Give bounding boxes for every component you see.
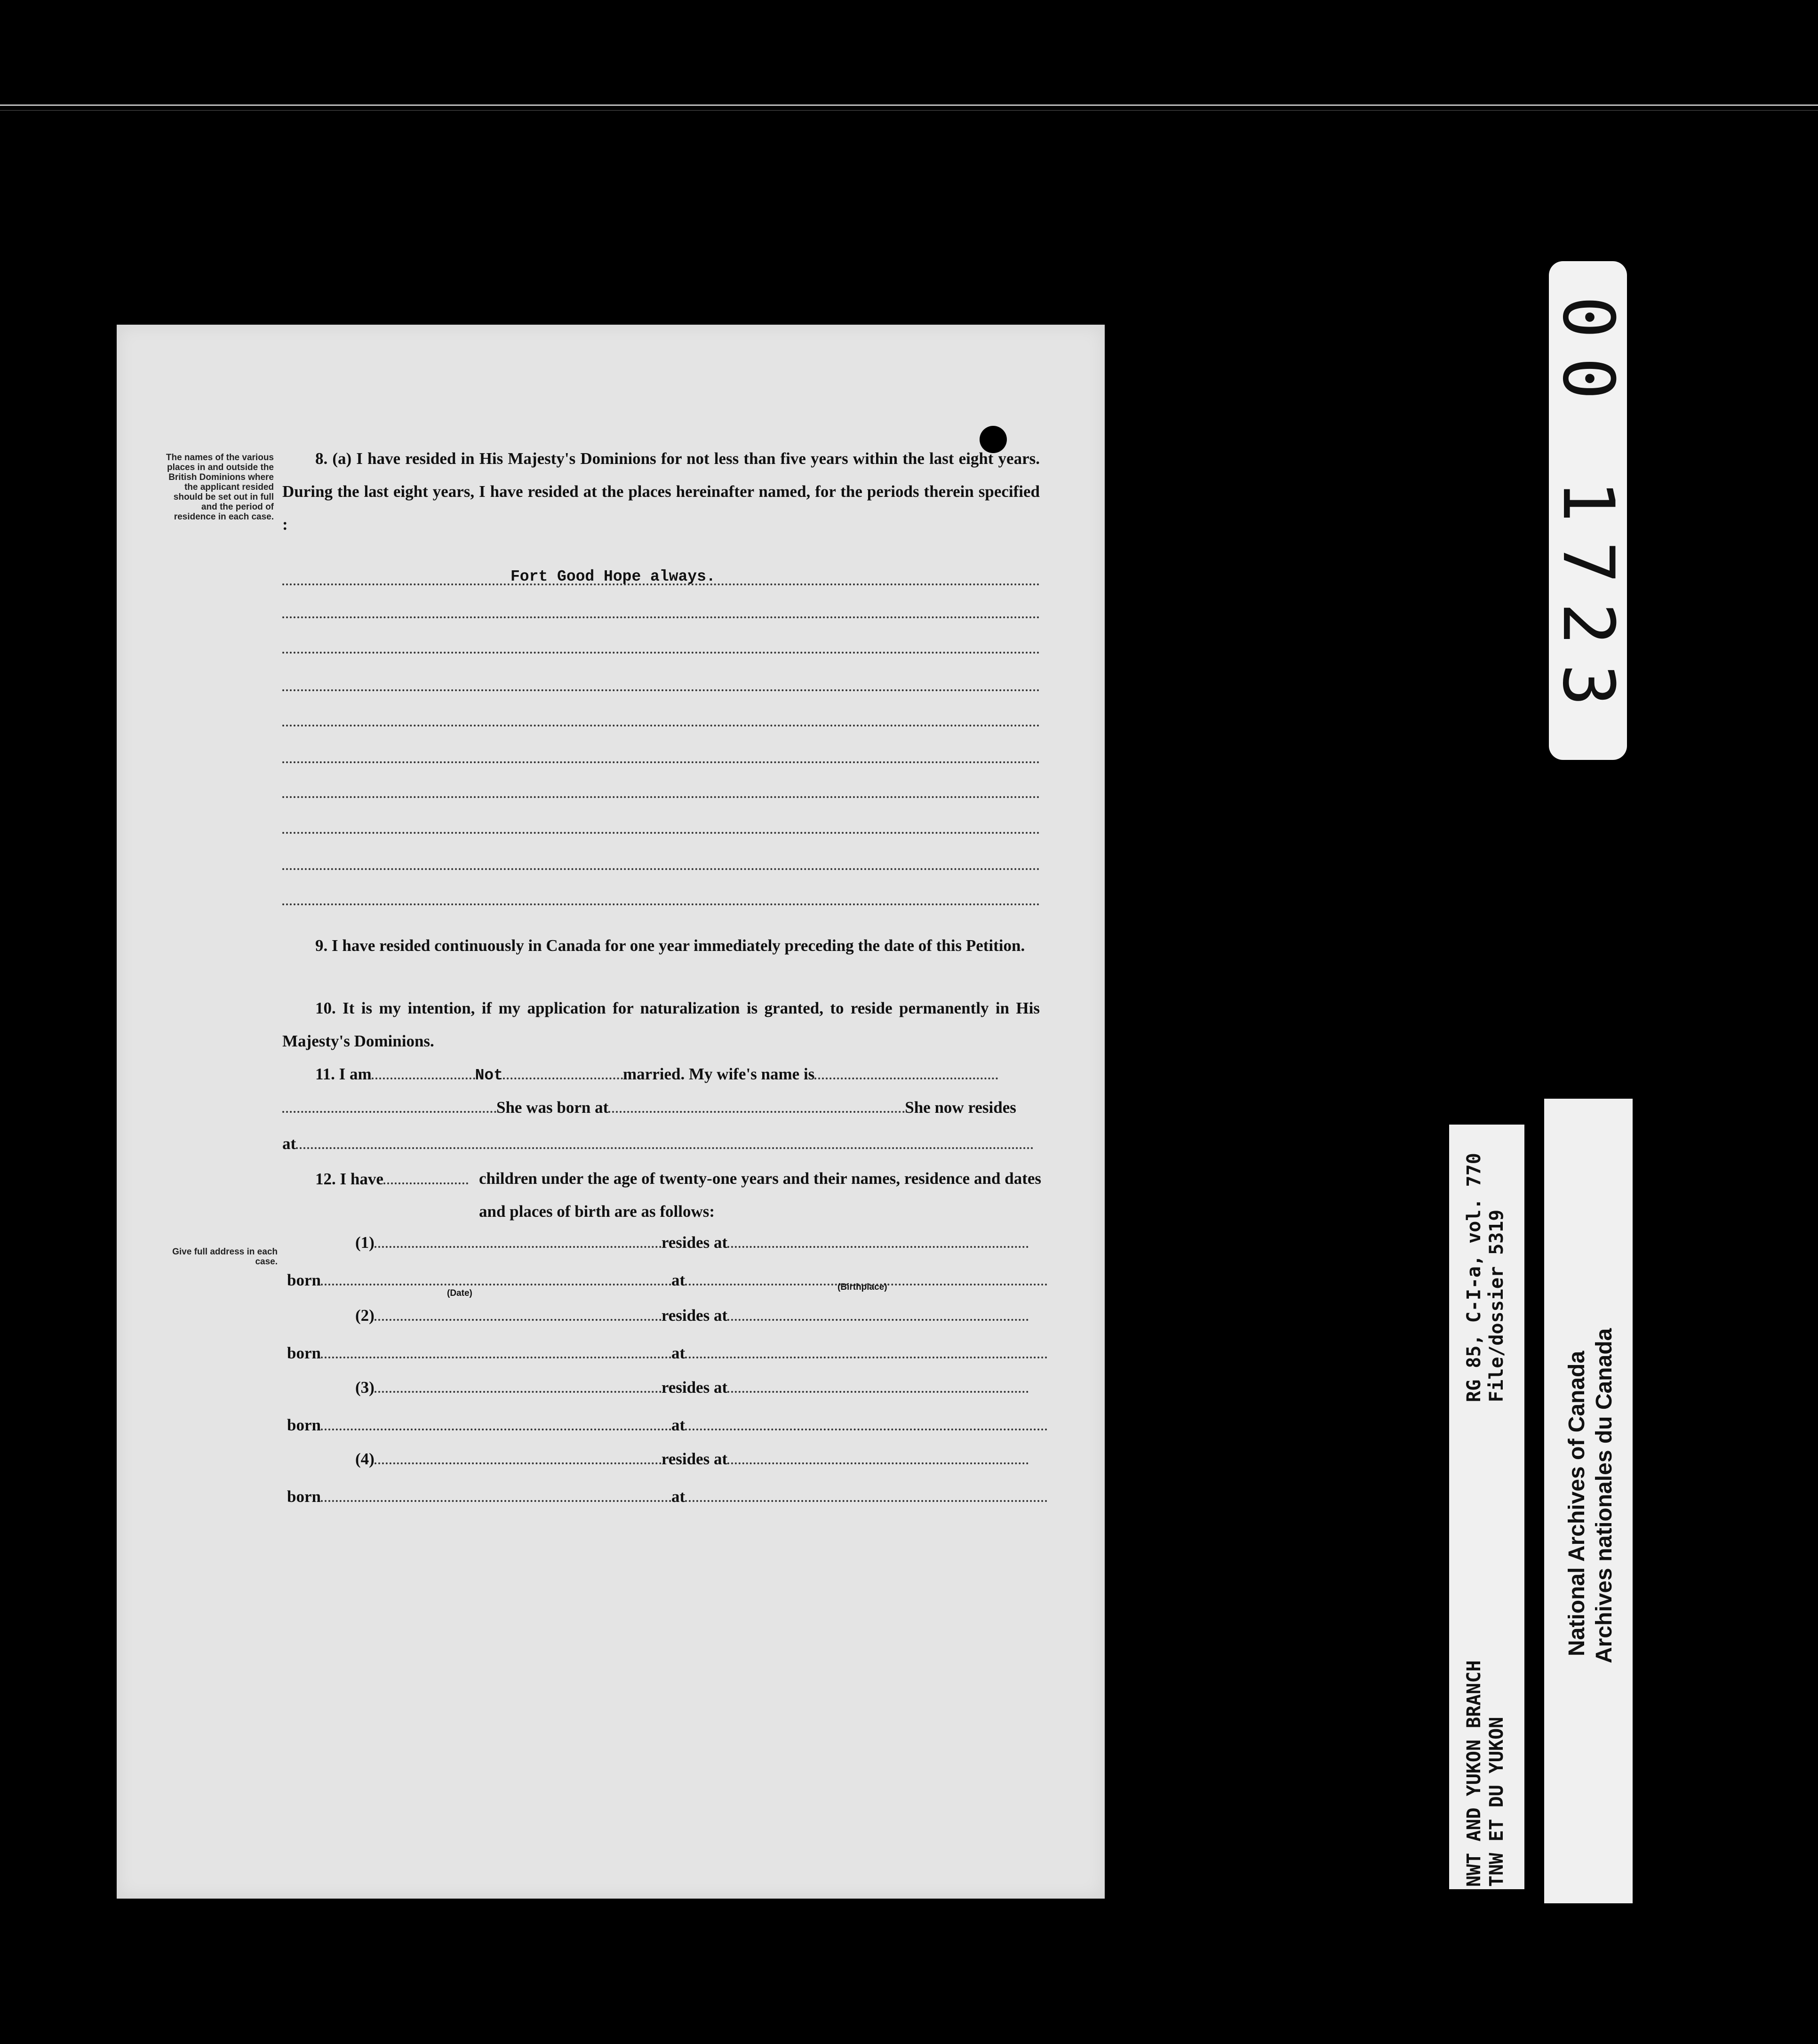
child-4-at-label: at xyxy=(671,1487,686,1506)
para11-label: 11. I am xyxy=(315,1065,372,1083)
child-3-resides-row xyxy=(355,1378,1029,1397)
paragraph-9: 9. I have resided continuously in Canada for one year immediately preceding the date of this Petition. xyxy=(315,936,1025,955)
residence-line-9[interactable] xyxy=(282,868,1040,870)
paragraph-10: 10. It is my intention, if my application for naturalization is granted, to reside permanently in His Majesty's Dominions. xyxy=(282,999,1040,1050)
child-2-at-label: at xyxy=(671,1344,686,1362)
para11-at: at xyxy=(282,1134,296,1153)
child-4-resides-label: resides at xyxy=(661,1450,728,1468)
child-4-residence-field[interactable] xyxy=(727,1449,1029,1464)
paragraph-11-line-1 xyxy=(315,1064,998,1084)
date-caption: (Date) xyxy=(447,1288,472,1298)
child-4-number: (4) xyxy=(355,1450,375,1468)
child-4-name-field[interactable] xyxy=(375,1449,662,1464)
child-4-born-row xyxy=(287,1487,1047,1506)
child-3-born-row xyxy=(287,1415,1047,1435)
film-edge-line xyxy=(0,104,1818,106)
film-edge-line-2 xyxy=(0,110,1818,111)
marital-status-value: Not xyxy=(475,1067,503,1084)
child-1-born-label: born xyxy=(287,1271,321,1289)
child-2-birthplace-field[interactable] xyxy=(685,1343,1047,1358)
branch-line-1: NWT AND YUKON BRANCH xyxy=(1463,1660,1485,1887)
archives-french: Archives nationales du Canada xyxy=(1592,1328,1617,1663)
child-3-born-label: born xyxy=(287,1416,321,1434)
children-count-field[interactable] xyxy=(383,1169,468,1184)
child-3-name-field[interactable] xyxy=(375,1378,662,1393)
child-2-born-row xyxy=(287,1343,1047,1363)
marital-fill-right[interactable] xyxy=(503,1064,623,1079)
residence-line-10[interactable] xyxy=(282,903,1040,905)
child-1-at-label: at xyxy=(671,1271,686,1289)
child-1-number: (1) xyxy=(355,1233,375,1252)
child-4-date-field[interactable] xyxy=(321,1487,671,1502)
child-1-resides-label: resides at xyxy=(661,1233,728,1252)
child-1-residence-field[interactable] xyxy=(727,1233,1029,1248)
paragraph-11-line-2 xyxy=(282,1098,1016,1117)
child-3-at-label: at xyxy=(671,1416,686,1434)
paragraph-12-text: children under the age of twenty-one years and their names, residence and dates and places of birth are as follows: xyxy=(479,1169,1041,1221)
wife-residence-field[interactable] xyxy=(296,1134,1034,1149)
reference-label xyxy=(1449,1125,1524,1889)
child-2-born-label: born xyxy=(287,1344,321,1362)
residence-line-5[interactable] xyxy=(282,725,1040,727)
child-2-resides-label: resides at xyxy=(661,1306,728,1325)
frame-number xyxy=(1549,261,1627,760)
residence-line-3[interactable] xyxy=(282,652,1040,654)
para12-label: 12. I have xyxy=(315,1170,383,1188)
para11-resides: She now resides xyxy=(905,1098,1016,1117)
residence-line-7[interactable] xyxy=(282,796,1040,798)
archives-label xyxy=(1544,1099,1633,1903)
branch-line-2: TNW ET DU YUKON xyxy=(1486,1717,1507,1887)
para11-married: married. My wife's name is xyxy=(623,1065,815,1083)
child-2-number: (2) xyxy=(355,1306,375,1325)
child-1-date-field[interactable] xyxy=(321,1270,671,1285)
wife-birthplace-field[interactable] xyxy=(608,1098,905,1113)
archives-english: National Archives of Canada xyxy=(1564,1350,1589,1656)
residence-line-4[interactable] xyxy=(282,689,1040,691)
margin-note-address: Give full address in each case. xyxy=(172,1247,278,1267)
marital-fill-left[interactable] xyxy=(372,1064,475,1079)
child-3-birthplace-field[interactable] xyxy=(685,1415,1047,1430)
paragraph-11-line-3 xyxy=(282,1134,1034,1153)
residence-line-2[interactable] xyxy=(282,616,1040,618)
margin-note-residence: The names of the various places in and outside the British Dominions where the applicant resided should be set out in full and the period of residence in each case. xyxy=(166,453,274,522)
child-3-residence-field[interactable] xyxy=(727,1378,1029,1393)
reference-line-1: RG 85, C-I-a, vol. 770 xyxy=(1463,1153,1485,1402)
child-2-resides-row xyxy=(355,1306,1029,1325)
wife-name-field[interactable] xyxy=(814,1064,998,1079)
paragraph-12-line-1 xyxy=(315,1169,468,1189)
residence-line-8[interactable] xyxy=(282,832,1040,834)
child-1-resides-row xyxy=(355,1233,1029,1252)
child-3-resides-label: resides at xyxy=(661,1378,728,1397)
child-4-birthplace-field[interactable] xyxy=(685,1487,1047,1502)
residence-line-6[interactable] xyxy=(282,761,1040,763)
birthplace-caption: (Birthplace) xyxy=(837,1282,887,1292)
child-1-name-field[interactable] xyxy=(375,1233,662,1248)
child-2-residence-field[interactable] xyxy=(727,1306,1029,1321)
child-1-born-row xyxy=(287,1270,1047,1290)
frame-number-text: 00 1723 xyxy=(1547,295,1629,726)
wife-field[interactable] xyxy=(282,1098,496,1113)
reference-line-2: File/dossier 5319 xyxy=(1486,1209,1507,1402)
child-3-number: (3) xyxy=(355,1378,375,1397)
child-2-name-field[interactable] xyxy=(375,1306,662,1321)
para11-born-at: She was born at xyxy=(496,1098,609,1117)
child-3-date-field[interactable] xyxy=(321,1415,671,1430)
child-4-resides-row xyxy=(355,1449,1029,1469)
paragraph-8: 8. (a) I have resided in His Majesty's Dominions for not less than five years within the last eight years. During the last eight years, I have resided at the places hereinafter named, for the periods therein specified : xyxy=(282,449,1040,534)
child-4-born-label: born xyxy=(287,1487,321,1506)
residence-entry: Fort Good Hope always. xyxy=(510,568,716,585)
child-2-date-field[interactable] xyxy=(321,1343,671,1358)
